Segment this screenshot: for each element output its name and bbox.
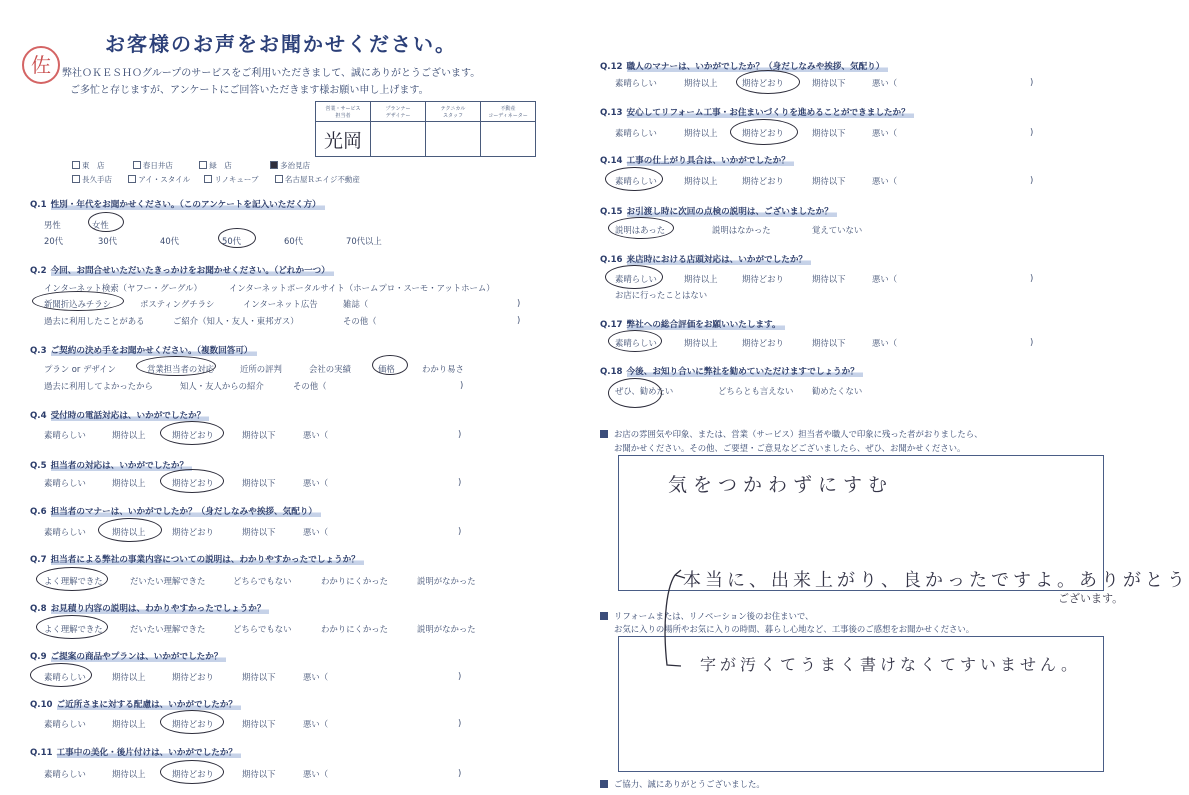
right-question-4 — [600, 205, 837, 217]
answer-option[interactable]: 素晴らしい — [44, 478, 86, 488]
answer-option[interactable]: わかりにくかった — [321, 576, 388, 586]
answer-option[interactable]: 新聞折込みチラシ — [44, 299, 111, 309]
handwritten-arrow — [655, 570, 695, 680]
answer-mark-circle — [372, 355, 408, 375]
intro-line-2: ご多忙と存じますが、アンケートにご回答いただきます様お願い申し上げます。 — [70, 85, 429, 96]
answer-option[interactable]: 期待どおり — [172, 478, 214, 488]
staff-value-realestate — [481, 122, 536, 157]
answer-option[interactable]: 説明がなかった — [417, 576, 476, 586]
answer-option[interactable]: ) — [458, 526, 462, 536]
answer-option[interactable]: 期待どおり — [742, 128, 784, 138]
answer-option[interactable]: 50代 — [222, 236, 242, 246]
answer-option[interactable]: どちらとも言えない — [718, 386, 794, 396]
question-text: 工事の仕上がり具合は、いかがでしたか？ — [627, 156, 794, 166]
answer-option[interactable]: 期待以下 — [242, 769, 276, 779]
question-number: Q.18 — [600, 367, 623, 377]
question-number: Q.17 — [600, 320, 623, 330]
question-number: Q.14 — [600, 156, 623, 166]
answer-option[interactable]: ) — [458, 429, 462, 439]
staff-value-technical — [426, 122, 481, 157]
answer-mark-circle — [160, 710, 224, 734]
answer-option[interactable]: 知人・友人からの紹介 — [180, 381, 264, 391]
answer-option[interactable]: 期待どおり — [742, 78, 784, 88]
answer-option[interactable]: 説明はあった — [615, 225, 666, 235]
question-text: 受付時の電話対応は、いかがでしたか？ — [51, 411, 210, 421]
answer-option[interactable]: よく理解できた — [44, 576, 103, 586]
answer-option[interactable]: 20代 — [44, 236, 64, 246]
answer-option[interactable]: 素晴らしい — [44, 527, 86, 537]
answer-option[interactable]: ) — [1030, 337, 1034, 347]
answer-mark-circle — [160, 421, 224, 445]
answer-mark-circle — [605, 265, 663, 289]
answer-mark-circle — [736, 70, 800, 94]
question-number: Q.11 — [30, 748, 53, 758]
answer-option[interactable]: ぜひ、勧めたい — [615, 386, 674, 396]
question-text: お引渡し時に次回の点検の説明は、ございましたか？ — [627, 207, 837, 217]
question-number: Q.16 — [600, 255, 623, 265]
staff-header-sales: 営業・サービス 担当者 — [316, 102, 371, 122]
answer-mark-circle — [36, 567, 108, 591]
store-row-2: 長久手店 アイ・スタイル リノキューブ 名古屋Ｒエイジ不動産 — [72, 174, 360, 185]
answer-option[interactable]: どちらでもない — [233, 576, 292, 586]
left-question-8 — [30, 602, 269, 614]
answer-option[interactable]: 営業担当者の対応 — [147, 364, 214, 374]
left-question-4 — [30, 409, 209, 421]
answer-mark-circle — [608, 217, 674, 239]
question-number: Q.15 — [600, 207, 623, 217]
comment1-prompt-1: お店の雰囲気や印象、または、営業（サービス）担当者や職人で印象に残った者がおりましたら、 — [600, 428, 983, 440]
answer-option[interactable]: 説明がなかった — [417, 624, 476, 634]
question-text: 担当者による弊社の事業内容についての説明は、わかりやすかったでしょうか？ — [51, 555, 364, 565]
answer-option[interactable]: 期待以上 — [684, 274, 718, 284]
answer-option[interactable]: 期待どおり — [172, 672, 214, 682]
left-question-7 — [30, 553, 364, 565]
answer-option[interactable]: ) — [1030, 175, 1034, 185]
answer-option[interactable]: 素晴らしい — [44, 672, 86, 682]
answer-mark-circle — [88, 212, 124, 232]
staff-value-sales: 光岡 — [316, 122, 371, 157]
answer-option[interactable]: プラン or デザイン — [44, 364, 116, 374]
answer-option[interactable]: 期待どおり — [742, 176, 784, 186]
comment2-prompt-1: リフォームまたは、リノベーション後のお住まいで、 — [600, 610, 813, 622]
answer-option[interactable]: ) — [458, 768, 462, 778]
right-question-5 — [600, 253, 811, 265]
answer-option[interactable]: だいたい理解できた — [130, 624, 206, 634]
staff-header-planner: プランナー デザイナー — [371, 102, 426, 122]
answer-option[interactable]: 過去に利用したことがある — [44, 316, 145, 326]
answer-mark-circle — [32, 291, 124, 311]
answer-option[interactable]: 期待以上 — [684, 338, 718, 348]
answer-option[interactable]: 期待どおり — [172, 527, 214, 537]
answer-option[interactable]: その他（ — [343, 316, 377, 326]
right-question-3 — [600, 154, 794, 166]
answer-option[interactable]: 覚えていない — [812, 225, 863, 235]
left-question-3 — [30, 344, 257, 356]
answer-option[interactable]: 期待以下 — [812, 128, 846, 138]
answer-option[interactable]: 悪い（ — [872, 78, 898, 88]
answer-mark-circle — [160, 760, 224, 784]
question-number: Q.6 — [30, 507, 47, 517]
answer-option[interactable]: 期待以上 — [112, 672, 146, 682]
answer-mark-circle — [605, 167, 663, 191]
question-text: ご近所さまに対する配慮は、いかがでしたか？ — [57, 700, 241, 710]
question-text: 担当者の対応は、いかがでしたか？ — [51, 461, 193, 471]
answer-option[interactable]: 期待以上 — [112, 430, 146, 440]
answer-mark-circle — [218, 228, 256, 248]
answer-option[interactable]: 期待以上 — [112, 478, 146, 488]
answer-option[interactable]: ) — [458, 671, 462, 681]
answer-option[interactable]: インターネット検索（ヤフー・グーグル） — [44, 283, 202, 293]
left-question-5 — [30, 459, 192, 471]
question-number: Q.9 — [30, 652, 47, 662]
answer-mark-circle — [98, 518, 162, 542]
question-text: ご契約の決め手をお聞かせください。（複数回答可） — [51, 346, 257, 356]
answer-option[interactable]: 悪い（ — [303, 478, 329, 488]
answer-option[interactable]: 悪い（ — [303, 527, 329, 537]
answer-option[interactable]: 素晴らしい — [615, 274, 657, 284]
answer-option[interactable]: ) — [1030, 127, 1034, 137]
answer-option[interactable]: 素晴らしい — [615, 128, 657, 138]
answer-option[interactable]: 期待以下 — [242, 478, 276, 488]
answer-option[interactable]: ご紹介（知人・友人・東邦ガス） — [173, 316, 299, 326]
question-text: 職人のマナーは、いかがでしたか？（身だしなみや挨拶、気配り） — [627, 62, 889, 72]
question-text: 今後、お知り合いに弊社を勧めていただけますでしょうか？ — [627, 367, 863, 377]
comment1-handwriting-3: ございます。 — [1058, 592, 1124, 605]
staff-header-technical: テクニカル スタッフ — [426, 102, 481, 122]
answer-option[interactable]: 期待どおり — [172, 769, 214, 779]
answer-option[interactable]: 悪い（ — [872, 338, 898, 348]
answer-option[interactable]: 悪い（ — [303, 430, 329, 440]
answer-option[interactable]: ) — [460, 380, 464, 390]
answer-option[interactable]: 価格 — [378, 364, 395, 374]
answer-option[interactable]: 勧めたくない — [812, 386, 863, 396]
question-text: 来店時における店頭対応は、いかがでしたか？ — [627, 255, 811, 265]
answer-option[interactable]: その他（ — [293, 381, 327, 391]
question-number: Q.7 — [30, 555, 47, 565]
left-question-10 — [30, 698, 241, 710]
answer-option[interactable]: 期待以上 — [684, 78, 718, 88]
answer-option[interactable]: 悪い（ — [872, 274, 898, 284]
comment1-prompt-2: お聞かせください。その他、ご要望・ご意見などございましたら、ぜひ、お聞かせください。 — [614, 443, 966, 453]
answer-option[interactable]: 期待以上 — [112, 769, 146, 779]
answer-option[interactable]: 期待以上 — [112, 527, 146, 537]
answer-option[interactable]: ) — [1030, 77, 1034, 87]
answer-option[interactable]: 期待どおり — [742, 338, 784, 348]
hanko-stamp: 佐 — [22, 46, 60, 84]
answer-option[interactable]: 悪い（ — [303, 769, 329, 779]
question-number: Q.10 — [30, 700, 53, 710]
right-question-6 — [600, 318, 785, 330]
question-number: Q.8 — [30, 604, 47, 614]
answer-option[interactable]: ポスティングチラシ — [140, 299, 215, 309]
answer-option[interactable]: 期待以下 — [242, 672, 276, 682]
store-row-1: 東 店 春日井店 緑 店 多治見店 — [72, 160, 310, 171]
answer-mark-circle — [136, 356, 216, 376]
question-text: 今回、お問合せいただいたきっかけをお聞かせください。（どれか一つ） — [51, 266, 334, 276]
staff-value-planner — [371, 122, 426, 157]
left-question-6 — [30, 505, 321, 517]
answer-option[interactable]: 期待以上 — [684, 176, 718, 186]
answer-option[interactable]: 30代 — [98, 236, 118, 246]
intro-line-1: 弊社ＯＫＥＳＨＯグループのサービスをご利用いただきまして、誠にありがとうございます。 — [62, 68, 481, 79]
answer-option[interactable]: 雑誌（ — [343, 299, 369, 309]
answer-option[interactable]: 素晴らしい — [615, 338, 657, 348]
right-question-2 — [600, 106, 914, 118]
staff-table — [315, 101, 536, 157]
left-question-9 — [30, 650, 226, 662]
question-text: 安心してリフォーム工事・お住まいづくりを進めることができましたか？ — [627, 108, 914, 118]
answer-option[interactable]: ) — [517, 315, 521, 325]
answer-option[interactable]: ) — [458, 477, 462, 487]
answer-option[interactable]: 期待以下 — [242, 430, 276, 440]
page-title: お客様のお声をお聞かせください。 — [105, 32, 457, 56]
answer-option[interactable]: わかり易さ — [422, 364, 464, 374]
answer-option[interactable]: 期待以下 — [812, 176, 846, 186]
answer-option[interactable]: 女性 — [92, 220, 109, 230]
answer-option[interactable]: 素晴らしい — [44, 430, 86, 440]
answer-option[interactable]: どちらでもない — [233, 624, 292, 634]
answer-option[interactable]: 悪い（ — [303, 719, 329, 729]
right-question-7 — [600, 365, 863, 377]
answer-option[interactable]: 悪い（ — [872, 176, 898, 186]
comment1-handwriting-1: 気をつかわずにすむ — [668, 474, 894, 496]
answer-option[interactable]: 40代 — [160, 236, 180, 246]
answer-option[interactable]: 過去に利用してよかったから — [44, 381, 153, 391]
comment1-handwriting-2: 本当に、出来上がり、良かったですよ。ありがとう — [683, 570, 1189, 591]
footer-thanks: ご協力、誠にありがとうございました。 — [600, 778, 765, 790]
answer-option[interactable]: ) — [458, 718, 462, 728]
answer-option[interactable]: 期待以下 — [242, 719, 276, 729]
question-number: Q.13 — [600, 108, 623, 118]
answer-option[interactable]: 素晴らしい — [44, 769, 86, 779]
answer-option[interactable]: 期待どおり — [172, 430, 214, 440]
question-text: 性別・年代をお聞かせください。（このアンケートを記入いただく方） — [51, 200, 325, 210]
answer-option[interactable]: 期待どおり — [172, 719, 214, 729]
answer-option[interactable]: 悪い（ — [872, 128, 898, 138]
answer-option[interactable]: 60代 — [284, 236, 304, 246]
answer-option[interactable]: インターネット広告 — [243, 299, 318, 309]
question-text: 工事中の美化・後片付けは、いかがでしたか？ — [57, 748, 241, 758]
answer-option[interactable]: 期待以下 — [812, 78, 846, 88]
question-number: Q.2 — [30, 266, 47, 276]
answer-mark-circle — [160, 469, 224, 493]
answer-option[interactable]: 素晴らしい — [44, 719, 86, 729]
answer-option[interactable]: ) — [1030, 273, 1034, 283]
answer-option[interactable]: 70代以上 — [346, 236, 382, 246]
answer-option[interactable]: 近所の評判 — [240, 364, 282, 374]
answer-option[interactable]: 期待どおり — [742, 274, 784, 284]
answer-mark-circle — [608, 330, 662, 352]
answer-option[interactable]: よく理解できた — [44, 624, 103, 634]
question-number: Q.5 — [30, 461, 47, 471]
answer-option[interactable]: ) — [517, 298, 521, 308]
left-question-2 — [30, 264, 334, 276]
answer-option[interactable]: 期待以下 — [812, 338, 846, 348]
answer-option[interactable]: 説明はなかった — [712, 225, 771, 235]
answer-option[interactable]: 素晴らしい — [615, 176, 657, 186]
question-number: Q.4 — [30, 411, 47, 421]
question-text: 弊社への総合評価をお願いいたします。 — [627, 320, 785, 330]
answer-option[interactable]: 男性 — [44, 220, 61, 230]
answer-option[interactable]: インターネットポータルサイト（ホームプロ・スーモ・アットホーム） — [229, 283, 495, 293]
question-text: 担当者のマナーは、いかがでしたか？（身だしなみや挨拶、気配り） — [51, 507, 321, 517]
answer-option[interactable]: だいたい理解できた — [130, 576, 206, 586]
answer-option[interactable]: 素晴らしい — [615, 78, 657, 88]
question-text: お見積り内容の説明は、わかりやすかったでしょうか？ — [51, 604, 270, 614]
answer-option[interactable]: 期待以上 — [112, 719, 146, 729]
left-question-11 — [30, 746, 241, 758]
question-text: ご提案の商品やプランは、いかがでしたか？ — [51, 652, 227, 662]
answer-option[interactable]: 期待以下 — [812, 274, 846, 284]
answer-option[interactable]: 期待以上 — [684, 128, 718, 138]
answer-option[interactable]: 悪い（ — [303, 672, 329, 682]
comment2-prompt-2: お気に入りの場所やお気に入りの時間、暮らし心地など、工事後のご感想をお聞かせください。 — [614, 624, 975, 634]
right-question-1 — [600, 60, 888, 72]
answer-option[interactable]: わかりにくかった — [321, 624, 388, 634]
answer-option[interactable]: 会社の実績 — [309, 364, 351, 374]
answer-mark-circle — [30, 663, 92, 687]
answer-option[interactable]: お店に行ったことはない — [615, 290, 708, 300]
question-number: Q.12 — [600, 62, 623, 72]
answer-mark-circle — [36, 615, 108, 639]
comment2-handwriting-1: 字が汚くてうまく書けなくてすいません。 — [700, 655, 1081, 674]
question-number: Q.3 — [30, 346, 47, 356]
answer-mark-circle — [730, 119, 798, 145]
left-question-1 — [30, 198, 325, 210]
answer-mark-circle — [608, 378, 662, 408]
staff-header-realestate: 不動産 コーディネーター — [481, 102, 536, 122]
question-number: Q.1 — [30, 200, 47, 210]
answer-option[interactable]: 期待以下 — [242, 527, 276, 537]
